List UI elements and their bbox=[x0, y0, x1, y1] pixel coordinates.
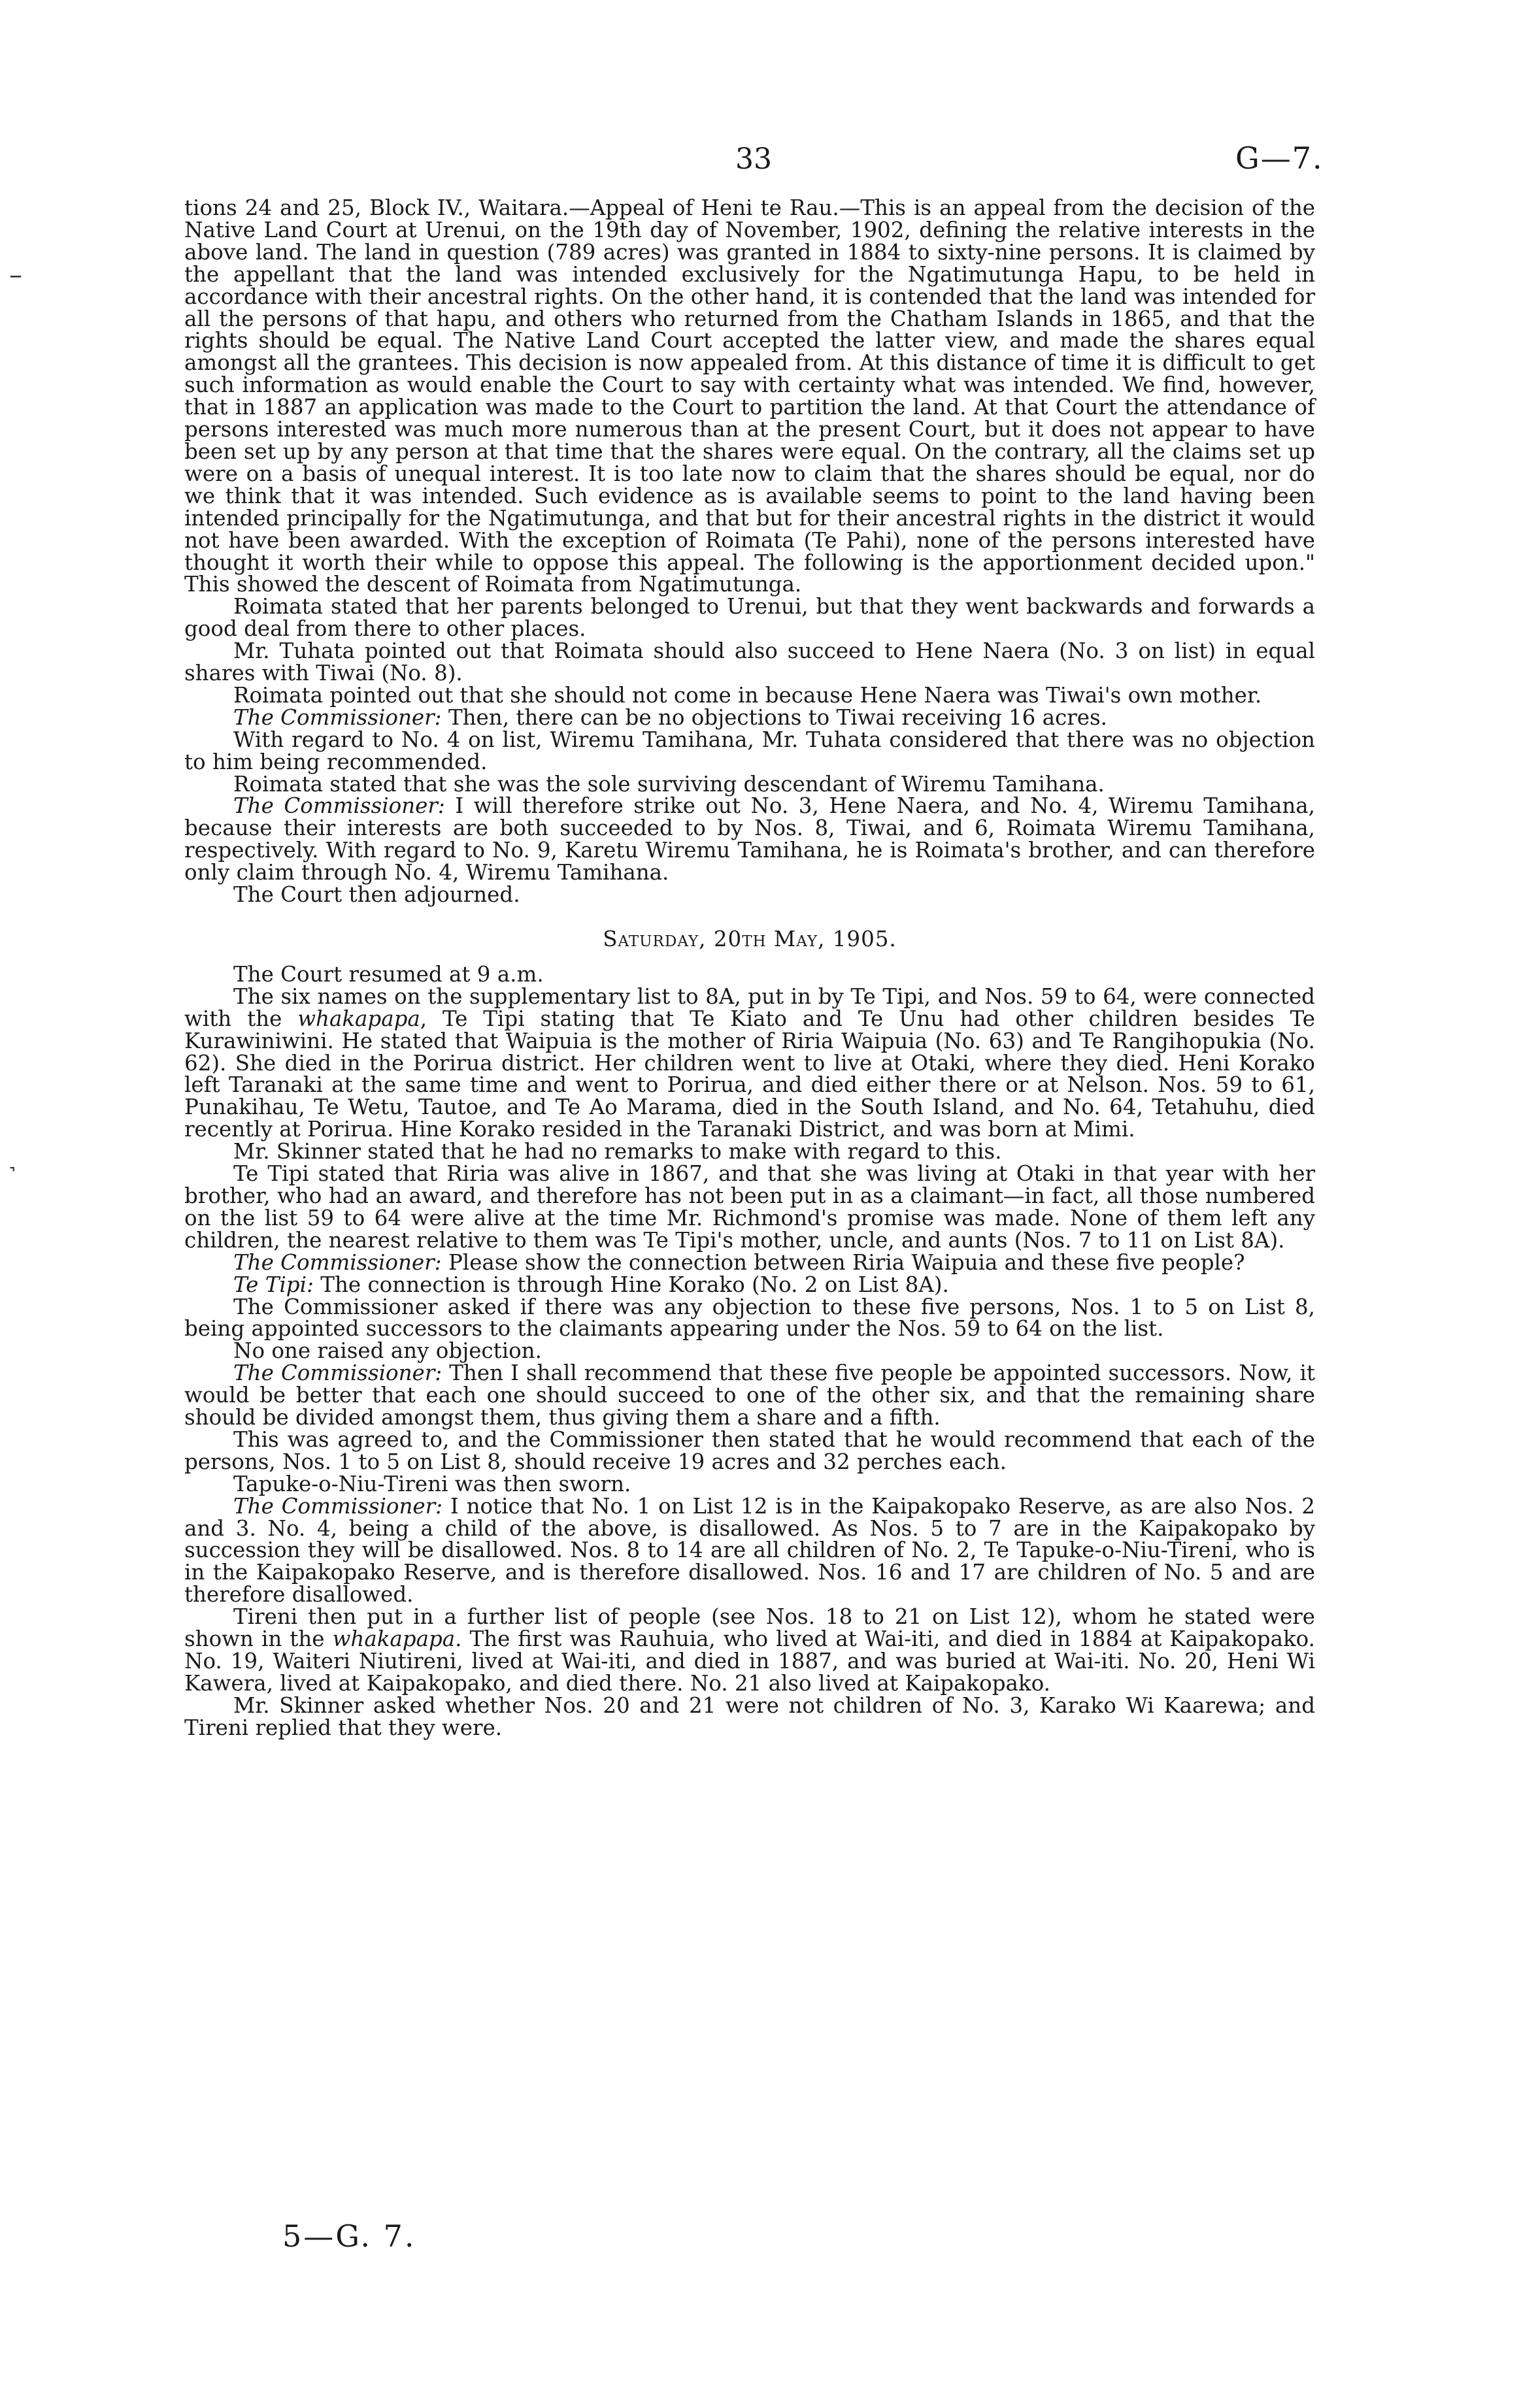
paragraph-text: . The first was Rauhuia, who lived at Wai-iti, and died in 1884 at Kaipakopako. No. 19, Waiteri Niutireni, lived at Wai-iti, and died in 1887, and was buried at Wai-iti. No. 20, Heni Wi Kawera, lived at Kaipakopako, and died there. No. 21 also lived at Kaipakopako. bbox=[184, 1626, 1315, 1696]
paragraph: Te Tipi stated that Riria was alive in 1867, and that she was living at Otaki in that year with her brother, who had an award, and therefore has not been put in as a claimant—in fact, all those numbered on the list 59 to 64 were alive at the time Mr. Richmond's promise was made. None of them left any children, the nearest relative to them was Te Tipi's mother, uncle, and aunts (Nos. 7 to 11 on List 8A). bbox=[184, 1161, 1315, 1253]
paragraph: The Commissioner asked if there was any objection to these five persons, Nos. 1 to 5 on List 8, being appointed successors to the claimants appearing under the Nos. 59 to 64 on the list. bbox=[184, 1294, 1315, 1342]
paragraph bbox=[184, 983, 1315, 1142]
dialogue-paragraph bbox=[184, 795, 1315, 884]
paragraph: No one raised any objection. bbox=[233, 1338, 542, 1364]
dialogue-paragraph bbox=[184, 1362, 1315, 1429]
speech-text: Please show the connection between Riria Waipuia and these five people? bbox=[441, 1249, 1245, 1275]
paper-code: G—7. bbox=[1235, 140, 1324, 176]
paragraph: With regard to No. 4 on list, Wiremu Tamihana, Mr. Tuhata considered that there was no objection to him being recommended. bbox=[184, 727, 1315, 774]
speaker-label: The Commissioner: bbox=[233, 1249, 442, 1275]
dialogue-paragraph bbox=[184, 1274, 1315, 1296]
paragraph: Mr. Skinner asked whether Nos. 20 and 21 were not children of No. 3, Karako Wi Kaarewa; and Tireni replied that they were. bbox=[184, 1692, 1315, 1740]
speech-text: Then, there can be no objections to Tiwai receiving 16 acres. bbox=[441, 704, 1107, 730]
paragraph: The Court then adjourned. bbox=[233, 882, 520, 908]
speech-text: Then I shall recommend that these five people be appointed successors. Now, it would be better that each one should succeed to one of the other six, and that the remaining share should be divided amongst them, thus giving them a share and a fifth. bbox=[184, 1361, 1315, 1430]
paragraph: Roimata pointed out that she should not come in because Hene Naera was Tiwai's own mother. bbox=[233, 682, 1262, 708]
paragraph-text: , Te Tipi stating that Te Kiato and Te Unu had other children besides Te Kurawiniwini. He stated that Waipuia is the mother of Riria Waipuia (No. 63) and Te Rangihopukia (No. 62). She died in the Porirua district. Her children went to live at Otaki, where they died. Heni Korako left Taranaki at the same time and went to Porirua, and died either there or at Nelson. Nos. 59 to 61, Punakihau, Te Wetu, Tautoe, and Te Ao Marama, died in the South Island, and No. 64, Tetahuhu, died recently at Porirua. Hine Korako resided in the Taranaki District, and was born at Mimi. bbox=[184, 1006, 1315, 1142]
section-heading: Saturday, 20th May, 1905. bbox=[603, 927, 897, 951]
paragraph: Tapuke-o-Niu-Tireni was then sworn. bbox=[233, 1471, 631, 1496]
paragraph-text: Tireni then put in a further list of people (see Nos. 18 to 21 on List 12), whom he stated were shown in the bbox=[184, 1604, 1315, 1652]
paragraph: This was agreed to, and the Commissioner then stated that he would recommend that each of the persons, Nos. 1 to 5 on List 8, should receive 19 acres and 32 perches each. bbox=[184, 1427, 1315, 1474]
speaker-label: The Commissioner: bbox=[233, 1493, 443, 1519]
paragraph: The Court resumed at 9 a.m. bbox=[233, 961, 544, 987]
margin-mark: – bbox=[9, 260, 22, 290]
speech-text: I notice that No. 1 on List 12 is in the Kaipakopako Reserve, as are also Nos. 2 and 3. No. 4, being a child of the above, is disallowed. As Nos. 5 to 7 are in the Kaipakopako by succession they will be disallowed. Nos. 8 to 14 are all children of No. 2, Te Tapuke-o-Niu-Tireni, who is in the Kaipakopako Reserve, and is therefore disallowed. Nos. 16 and 17 are children of No. 5 and are therefore disallowed. bbox=[184, 1493, 1315, 1608]
speaker-label: The Commissioner: bbox=[233, 793, 445, 819]
paragraph: Mr. Tuhata pointed out that Roimata should also succeed to Hene Naera (No. 3 on list) in equal shares with Tiwai (No. 8). bbox=[184, 638, 1315, 686]
margin-mark: ˺ bbox=[8, 1161, 17, 1191]
paragraph: Roimata stated that her parents belonged to Urenui, but that they went backwards and forwards a good deal from there to other places. bbox=[184, 594, 1315, 642]
document-body bbox=[184, 197, 1315, 1740]
paragraph: Roimata stated that she was the sole surviving descendant of Wiremu Tamihana. bbox=[233, 771, 1105, 797]
signature-mark: 5—G. 7. bbox=[282, 2218, 416, 2254]
speech-text: The connection is through Hine Korako (No. 2 on List 8A). bbox=[313, 1272, 949, 1297]
italic-term: whakapapa bbox=[332, 1626, 456, 1652]
speaker-label: The Commissioner: bbox=[233, 1361, 443, 1386]
paragraph: Mr. Skinner stated that he had no remarks to make with regard to this. bbox=[233, 1139, 1002, 1164]
dialogue-paragraph bbox=[184, 1493, 1315, 1608]
speaker-label: The Commissioner: bbox=[233, 704, 442, 730]
speech-text: I will therefore strike out No. 3, Hene Naera, and No. 4, Wiremu Tamihana, because their interests are both succeeded to by Nos. 8, Tiwai, and 6, Roimata Wiremu Tamihana, respectively. With regard to No. 9, Karetu Wiremu Tamihana, he is Roimata's brother, and can therefore only claim through No. 4, Wiremu Tamihana. bbox=[184, 793, 1315, 885]
paragraph: tions 24 and 25, Block IV., Waitara.—Appeal of Heni te Rau.—This is an appeal from the decision of the Native Land Court at Urenui, on the 19th day of November, 1902, defining the relative interests in the above land. The land in question (789 acres) was granted in 1884 to sixty-nine persons. It is claimed by the appellant that the land was intended exclusively for the Ngatimutunga Hapu, to be held in accordance with their ancestral rights. On the other hand, it is contended that the land was intended for all the persons of that hapu, and others who returned from the Chatham Islands in 1865, and that the rights should be equal. The Native Land Court accepted the latter view, and made the shares equal amongst all the grantees. This decision is now appealed from. At this distance of time it is difficult to get such information as would enable the Court to say with certainty what was intended. We find, however, that in 1887 an application was made to the Court to partition the land. At that Court the attendance of persons interested was much more numerous than at the present Court, but it does not appear to have been set up by any person at that time that the shares were equal. On the contrary, all the claims set up were on a basis of unequal interest. It is too late now to claim that the shares should be equal, nor do we think that it was intended. Such evidence as is available seems to point to the land having been intended principally for the Ngatimutunga, and that but for their ancestral rights in the district it would not have been awarded. With the exception of Roimata (Te Pahi), none of the persons interested have thought it worth their while to oppose this appeal. The following is the apportionment decided upon." This showed the descent of Roimata from Ngatimutunga. bbox=[184, 195, 1316, 597]
dialogue-paragraph bbox=[184, 704, 1315, 730]
italic-term: whakapapa bbox=[297, 1006, 420, 1031]
paragraph bbox=[184, 1606, 1315, 1695]
page-number: 33 bbox=[735, 142, 772, 176]
speaker-label: Te Tipi: bbox=[233, 1272, 314, 1297]
dialogue-paragraph bbox=[184, 1249, 1315, 1275]
paragraph-text: The six names on the supplementary list to 8A, put in by Te Tipi, and Nos. 59 to 64, were connected with the bbox=[184, 983, 1315, 1031]
